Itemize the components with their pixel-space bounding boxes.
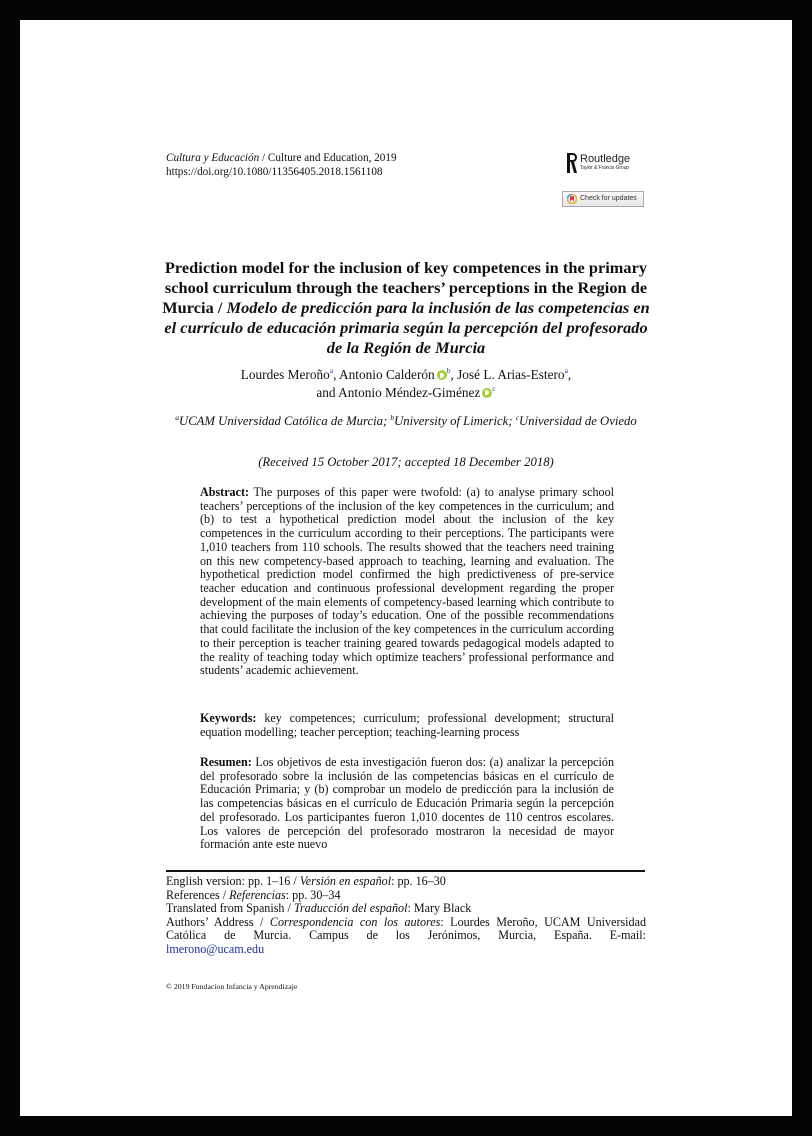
publisher-logo bbox=[567, 152, 647, 176]
footnotes bbox=[166, 875, 646, 957]
affiliations bbox=[156, 413, 656, 429]
author-name: Antonio Méndez-Giménez bbox=[338, 384, 481, 400]
paper-page bbox=[20, 20, 792, 1116]
affiliation-text: Universidad de Oviedo bbox=[519, 414, 637, 428]
affiliation-mark[interactable]: c bbox=[492, 383, 496, 393]
publisher-name: Routledge bbox=[580, 153, 631, 165]
abstract-label: Abstract: bbox=[200, 485, 250, 499]
footnote-address bbox=[166, 916, 646, 943]
footnote-text-italic: Traducción del español bbox=[293, 901, 408, 916]
footnote-text: : pp. 16–30 bbox=[391, 874, 446, 888]
publisher-subtitle: Taylor & Francis Group bbox=[580, 165, 629, 171]
footnote-text: Authors’ Address / bbox=[166, 914, 270, 929]
title-english: Prediction model for the inclusion of key competences in the primary school curriculum through the teachers’ perceptions in the Region de Murcia bbox=[162, 258, 648, 317]
keywords-text: key competences; curriculum; professional development; structural equation modelling; teacher perception; teaching-learning process bbox=[200, 711, 614, 739]
affiliation-mark: c bbox=[515, 413, 520, 422]
author-name: José L. Arias-Estero bbox=[457, 367, 565, 382]
author-separator: , bbox=[333, 367, 340, 382]
footnote-text: Translated from Spanish / bbox=[166, 901, 294, 916]
email-link[interactable]: lmerono@ucam.edu bbox=[166, 941, 265, 956]
affiliation-text: University of Limerick; bbox=[394, 414, 516, 428]
doi-link[interactable]: https://doi.org/10.1080/11356405.2018.1561108 bbox=[166, 166, 383, 178]
author-list bbox=[156, 366, 656, 401]
resumen-text: Los objetivos de esta investigación fueron dos: (a) analizar la percepción del profesorado sobre la inclusión de las competencias básicas en el currículo de Educación Primaria; y (b) comprobar un modelo de predicción para la inclusión de las competencias básicas en el currículo de Educación Primaria según la percepción del profesorado. Los participantes fueron 1,010 docentes de 110 centros escolares. Los valores de percepción del profesorado mostraron la necesidad de mayor formación ante este nuevo bbox=[200, 755, 614, 852]
affiliation-mark: a bbox=[175, 413, 180, 422]
footnote-translation bbox=[166, 902, 646, 916]
resumen-label: Resumen: bbox=[200, 755, 252, 769]
journal-volume: / Culture and Education, 2019 bbox=[259, 152, 397, 164]
affiliation-text: UCAM Universidad Católica de Murcia; bbox=[179, 414, 391, 428]
abstract bbox=[200, 486, 614, 678]
footnote-text-italic: Versión en español bbox=[299, 874, 392, 888]
check-for-updates-button[interactable] bbox=[562, 191, 644, 207]
footnote-text-italic: Referencias bbox=[229, 887, 286, 902]
footnote-text: English version: pp. 1–16 / bbox=[166, 874, 300, 888]
author-separator: , bbox=[450, 367, 458, 382]
footnote-text: : pp. 30–34 bbox=[285, 887, 341, 902]
keywords bbox=[200, 712, 614, 739]
footnote-email bbox=[166, 943, 646, 957]
footnote-divider bbox=[166, 870, 645, 872]
routledge-r-icon bbox=[567, 153, 577, 173]
keywords-label: Keywords: bbox=[200, 711, 257, 725]
crossmark-icon bbox=[567, 194, 577, 204]
footnote-versions bbox=[166, 875, 646, 889]
orcid-icon[interactable] bbox=[482, 388, 492, 398]
affiliation-mark[interactable]: a bbox=[564, 366, 568, 375]
footnote-text: : Lourdes Meroño, UCAM Universidad Católica de Murcia. Campus de los Jerónimos, Murcia, España. E-mail: bbox=[166, 914, 646, 943]
article-title bbox=[156, 258, 656, 358]
journal-name: Cultura y Educación bbox=[166, 152, 260, 164]
title-spanish: Modelo de predicción para la inclusión de las competencias en el currículo de educación primaria según la percepción del profesorado de la Región de Murcia bbox=[164, 298, 650, 357]
footnote-references bbox=[166, 889, 646, 903]
received-dates: (Received 15 October 2017; accepted 18 December 2018) bbox=[258, 455, 554, 469]
orcid-icon[interactable] bbox=[437, 370, 447, 380]
resumen bbox=[200, 756, 614, 852]
title-separator: / bbox=[213, 298, 227, 317]
author-separator: , bbox=[567, 367, 572, 382]
copyright-notice: © 2019 Fundacion Infancia y Aprendizaje bbox=[166, 982, 298, 991]
author-name: Antonio Calderón bbox=[339, 367, 435, 382]
footnote-text-italic: Correspondencia con los autores bbox=[269, 914, 441, 929]
author-name: Lourdes Meroño bbox=[240, 367, 330, 382]
check-for-updates-label: Check for updates bbox=[580, 195, 637, 202]
author-conjunction: and bbox=[316, 384, 339, 400]
affiliation-mark: b bbox=[390, 413, 395, 422]
affiliation-mark[interactable]: b bbox=[446, 366, 451, 375]
abstract-text: The purposes of this paper were twofold: (a) to analyse primary school teachers’ perceptions of the inclusion of the key competences in the curriculum; and (b) to test a hypothetical prediction model about the inclusion of the key competences in the curriculum according to their perceptions. The participants were 1,010 teachers from 110 schools. The results showed that the teachers need training on this new competency-based approach to teaching, learning and evaluation. The hypothetical prediction model confirmed the high predictiveness of pre-service teacher education and continuous professional development regarding the proper development of the main elements of competency-based learning which contribute to achieving the purposes of today’s education. One of the possible recommendations that could facilitate the inclusion of the key competences in the curriculum according to their perception is teacher training geared towards pedagogical models adapted to the reality of teaching today which optimize teachers’ professional performance and students’ academic achievement. bbox=[200, 485, 614, 678]
footnote-text: References / bbox=[166, 887, 230, 902]
journal-citation bbox=[166, 151, 397, 165]
footnote-text: : Mary Black bbox=[407, 901, 472, 916]
affiliation-mark[interactable]: a bbox=[329, 366, 334, 375]
